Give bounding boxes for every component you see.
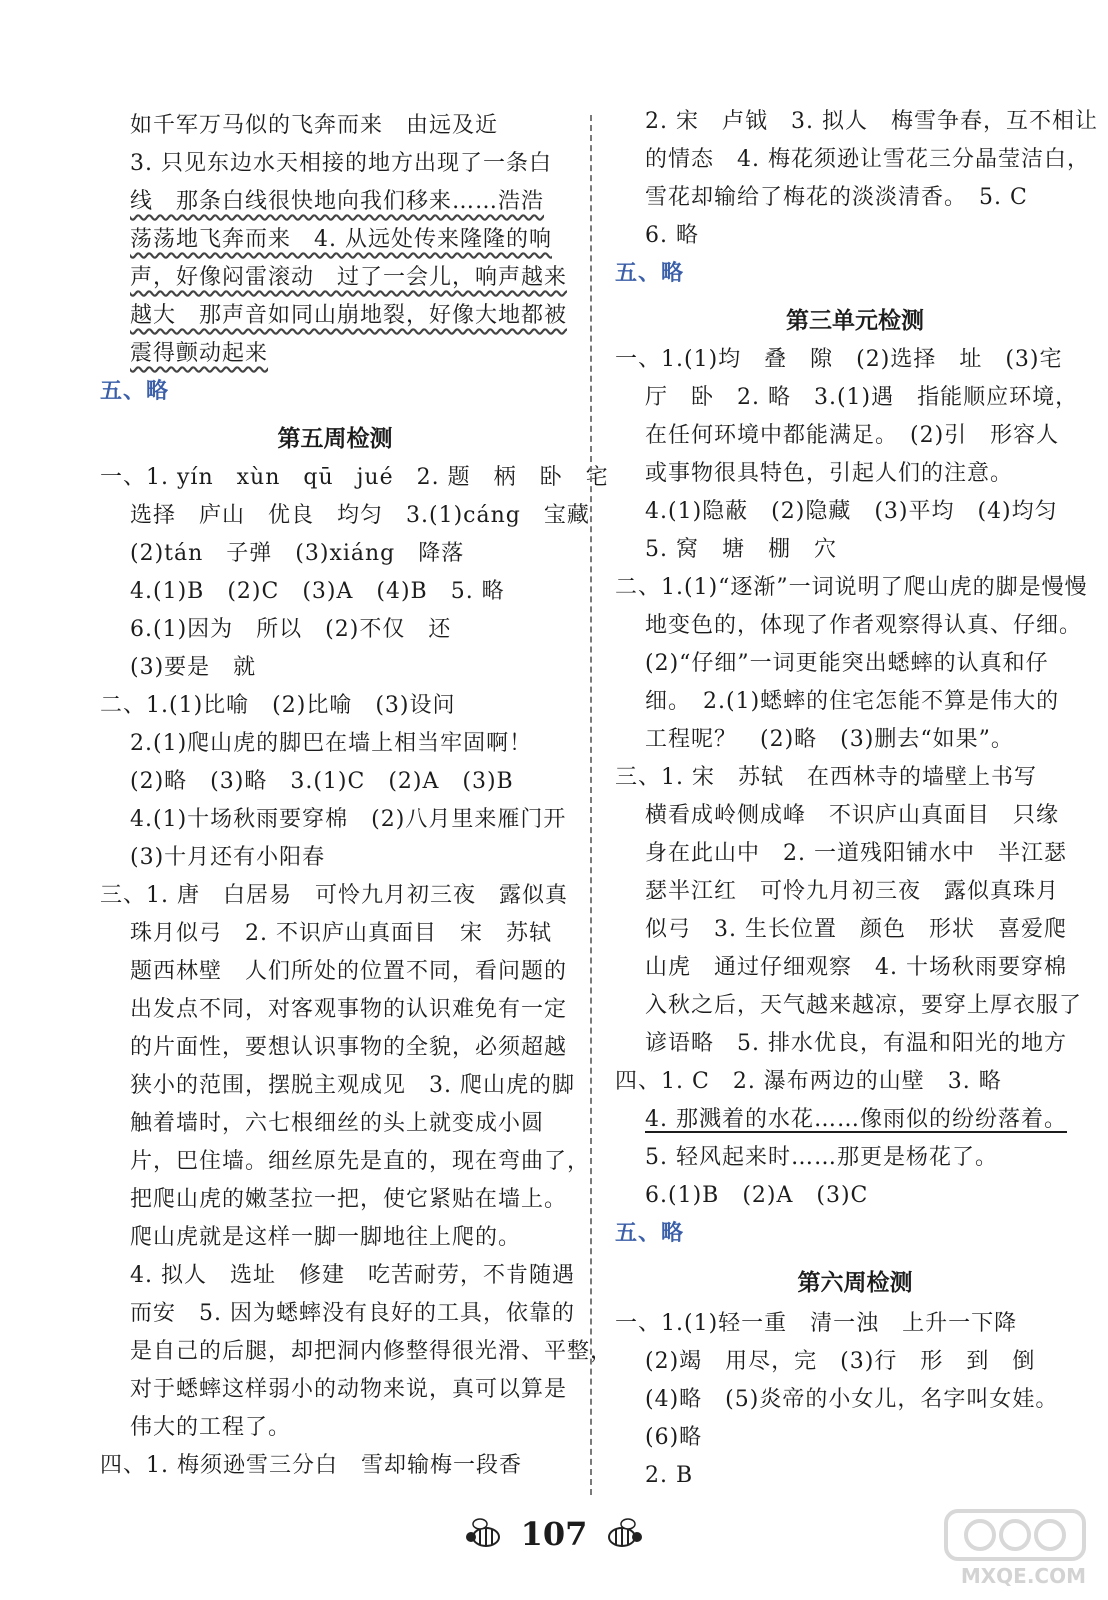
answer-line: 3. 只见东边水天相接的地方出现了一条白 [130, 151, 552, 176]
answer-line: 4.(1)隐蔽 (2)隐藏 (3)平均 (4)均匀 [645, 499, 1058, 524]
answer-line: 狭小的范围，摆脱主观成见 3. 爬山虎的脚 [130, 1073, 575, 1098]
watermark-logo [940, 1505, 1090, 1590]
section-marker: 五、略 [100, 379, 170, 404]
answer-line: 5. 轻风起来时……那更是杨花了。 [645, 1145, 998, 1170]
answer-line: 一、1.(1)均 叠 隙 (2)选择 址 (3)宅 [615, 347, 1063, 372]
answer-line: 雪花却输给了梅花的淡淡清香。 5. C [645, 185, 1028, 210]
answer-line: 4. 那溅着的水花……像雨似的纷纷落着。 [645, 1107, 1067, 1132]
answer-line: 而安 5. 因为蟋蟀没有良好的工具，依靠的 [130, 1301, 575, 1326]
answer-line: 6. 略 [645, 223, 699, 248]
answer-line: (2)略 (3)略 3.(1)C (2)A (3)B [130, 769, 514, 794]
answer-line: 是自己的后腿，却把洞内修整得很光滑、平整， [130, 1339, 614, 1364]
answer-line: 伟大的工程了。 [130, 1415, 292, 1440]
watermark-glyph [940, 1505, 1090, 1565]
answer-line: 4.(1)十场秋雨要穿棉 (2)八月里来雁门开 [130, 807, 567, 832]
answer-line: 瑟半江红 可怜九月初三夜 露似真珠月 [645, 879, 1060, 904]
answer-line: 选择 庐山 优良 均匀 3.(1)cáng 宝藏 [130, 503, 590, 528]
answer-line: 爬山虎就是这样一脚一脚地往上爬的。 [130, 1225, 522, 1250]
answer-line: 4.(1)B (2)C (3)A (4)B 5. 略 [130, 579, 505, 604]
answer-line: 出发点不同，对客观事物的认识难免有一定 [130, 997, 568, 1022]
watermark-text: MXQE.COM [960, 1564, 1086, 1588]
answer-line: 厅 卧 2. 略 3.(1)遇 指能顺应环境， [645, 385, 1079, 410]
answer-line: 三、1. 唐 白居易 可怜九月初三夜 露似真 [100, 883, 568, 908]
answer-line: 题西林壁 人们所处的位置不同，看问题的 [130, 959, 568, 984]
answer-line: 四、1. 梅须逊雪三分白 雪却输梅一段香 [100, 1453, 522, 1478]
answer-line: 的片面性，要想认识事物的全貌，必须超越 [130, 1035, 568, 1060]
bee-icon [462, 1517, 506, 1551]
answer-line: (3)十月还有小阳春 [130, 845, 326, 870]
answer-line: 的情态 4. 梅花须逊让雪花三分晶莹洁白， [645, 147, 1090, 172]
answer-line: 似弓 3. 生长位置 颜色 形状 喜爱爬 [645, 917, 1067, 942]
answer-line: 片，巴住墙。细丝原先是直的，现在弯曲了， [130, 1149, 591, 1174]
answer-line: 对于蟋蟀这样弱小的动物来说，真可以算是 [130, 1377, 568, 1402]
answer-line: 越大 那声音如同山崩地裂，好像大地都被 [130, 303, 568, 328]
answer-line: 把爬山虎的嫩茎拉一把，使它紧贴在墙上。 [130, 1187, 568, 1212]
page-number: 107 [520, 1515, 588, 1553]
answer-line: 地变色的，体现了作者观察得认真、仔细。 [645, 613, 1083, 638]
column-divider [590, 115, 592, 1495]
answer-line: 震得颤动起来 [130, 341, 269, 366]
answer-line: (4)略 (5)炎帝的小女儿，名字叫女娃。 [645, 1387, 1059, 1412]
answer-line: 如千军万马似的飞奔而来 由远及近 [130, 113, 499, 138]
answer-line: 2.(1)爬山虎的脚巴在墙上相当牢固啊！ [130, 731, 533, 756]
answer-line: 6.(1)B (2)A (3)C [645, 1183, 869, 1208]
answer-line: 横看成岭侧成峰 不识庐山真面目 只缘 [645, 803, 1060, 828]
answer-line: 细。 2.(1)蟋蟀的住宅怎能不算是伟大的 [645, 689, 1060, 714]
answer-line: 二、1.(1)比喻 (2)比喻 (3)设问 [100, 693, 456, 718]
answer-line: 谚语略 5. 排水优良，有温和阳光的地方 [645, 1031, 1067, 1056]
answer-line: 二、1.(1)“逐渐”一词说明了爬山虎的脚是慢慢 [615, 575, 1088, 600]
section-heading: 第三单元检测 [786, 308, 924, 334]
answer-line: 2. B [645, 1463, 694, 1488]
answer-line: 荡荡地飞奔而来 4. 从远处传来隆隆的响 [130, 227, 552, 252]
section-marker: 五、略 [615, 261, 685, 286]
answer-line: 珠月似弓 2. 不识庐山真面目 宋 苏轼 [130, 921, 552, 946]
answer-line: (2)竭 用尽，完 (3)行 形 到 倒 [645, 1349, 1036, 1374]
answer-line: 或事物很具特色，引起人们的注意。 [645, 461, 1014, 486]
answer-line: 4. 拟人 选址 修建 吃苦耐劳，不肯随遇 [130, 1263, 575, 1288]
answer-line: 线 那条白线很快地向我们移来……浩浩 [130, 189, 545, 214]
answer-line: (2)tán 子弹 (3)xiáng 降落 [130, 541, 465, 566]
answer-line: 工程呢？ (2)略 (3)删去“如果”。 [645, 727, 1014, 752]
answer-line: 声，好像闷雷滚动 过了一会儿，响声越来 [130, 265, 568, 290]
answer-line: (2)“仔细”一词更能突出蟋蟀的认真和仔 [645, 651, 1049, 676]
answer-line: 三、1. 宋 苏轼 在西林寺的墙壁上书写 [615, 765, 1037, 790]
answer-line: 入秋之后，天气越来越凉，要穿上厚衣服了 [645, 993, 1083, 1018]
answer-line: 5. 窝 塘 棚 穴 [645, 537, 837, 562]
answer-line: (3)要是 就 [130, 655, 257, 680]
section-heading: 第五周检测 [277, 426, 393, 452]
answer-line: 在任何环境中都能满足。 (2)引 形容人 [645, 423, 1060, 448]
answer-line: 一、1. yín xùn qū jué 2. 题 柄 卧 宅 [100, 465, 609, 490]
answer-line: 触着墙时，六七根细丝的头上就变成小圆 [130, 1111, 545, 1136]
section-marker: 五、略 [615, 1221, 685, 1246]
answer-line: (6)略 [645, 1425, 703, 1450]
answer-line: 一、1.(1)轻一重 清一浊 上升一下降 [615, 1311, 1018, 1336]
answer-line: 四、1. C 2. 瀑布两边的山壁 3. 略 [615, 1069, 1002, 1094]
section-heading: 第六周检测 [797, 1270, 913, 1296]
answer-line: 6.(1)因为 所以 (2)不仅 还 [130, 617, 452, 642]
bee-icon [602, 1517, 646, 1551]
answer-line: 身在此山中 2. 一道残阳铺水中 半江瑟 [645, 841, 1067, 866]
answer-line: 山虎 通过仔细观察 4. 十场秋雨要穿棉 [645, 955, 1067, 980]
answer-line: 2. 宋 卢钺 3. 拟人 梅雪争春，互不相让 [645, 109, 1098, 134]
